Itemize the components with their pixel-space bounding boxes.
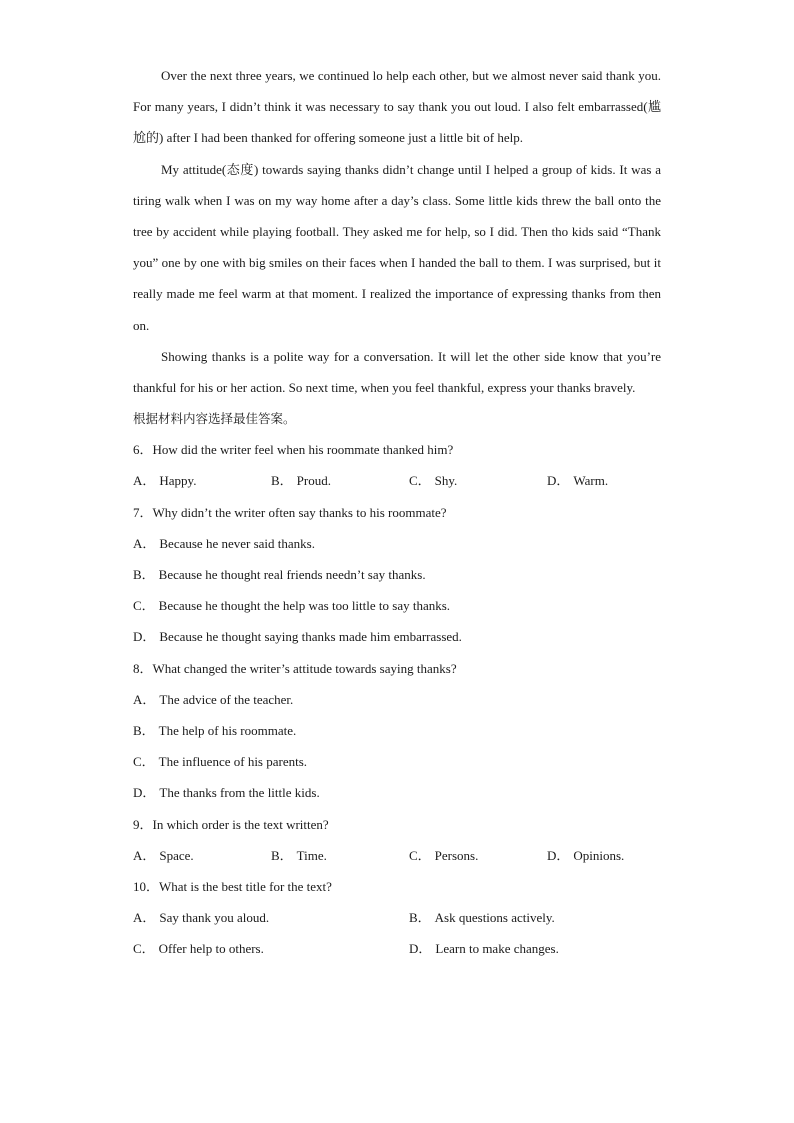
option-letter: A． [133, 847, 156, 863]
option-text: Warm. [573, 473, 609, 489]
option-letter: A． [133, 473, 156, 489]
question-stem: 9．In which order is the text written? [133, 816, 329, 832]
option-d [547, 465, 685, 496]
option-b [409, 902, 685, 933]
question-10 [133, 871, 661, 965]
option-text: Time. [296, 847, 327, 863]
option-a [133, 840, 271, 871]
instruction: 根据材料内容选择最佳答案。 [133, 411, 296, 427]
passage-paragraph-2: My attitude(态度) towards saying thanks didn’t change until I helped a group of kids. It was a tiring walk when I was on my way home after a day’s class. Some little kids threw the ball onto the tree by accident while playing football. They asked me for help, so I did. Then tho kids said “Thank you” one by one with big smiles on their faces when I handed the ball to them. I was surprised, but it really made me feel warm at that moment. I realized the importance of expressing thanks from then on. [133, 161, 661, 333]
option-letter: D． [133, 785, 156, 801]
option-letter: C． [133, 598, 155, 614]
option-text: The advice of the teacher. [159, 691, 294, 707]
passage-paragraph-1: Over the next three years, we continued lo help each other, but we almost never said thank you. For many years, I didn’t think it was necessary to say thank you out loud. I also felt embarrassed(尴尬的) after I had been thanked for offering someone just a little bit of help. [133, 68, 661, 146]
option-a [133, 528, 661, 559]
option-text: Because he thought saying thanks made him embarrassed. [159, 629, 462, 645]
option-c [409, 840, 547, 871]
question-8 [133, 653, 661, 809]
option-text: Shy. [434, 473, 458, 489]
option-letter: B． [271, 847, 293, 863]
option-a [133, 902, 409, 933]
option-letter: A． [133, 910, 156, 926]
option-text: The help of his roommate. [158, 723, 297, 739]
option-a [133, 465, 271, 496]
option-text: Say thank you aloud. [159, 910, 270, 926]
option-letter: C． [409, 473, 431, 489]
option-letter: C． [133, 754, 155, 770]
option-letter: A． [133, 691, 156, 707]
option-letter: C． [133, 941, 155, 957]
option-text: Proud. [296, 473, 331, 489]
option-text: Because he never said thanks. [159, 535, 315, 551]
option-text: Ask questions actively. [434, 910, 555, 926]
question-9 [133, 809, 661, 871]
option-b [271, 465, 409, 496]
option-d [547, 840, 685, 871]
question-6 [133, 434, 661, 496]
options [133, 840, 661, 871]
passage-paragraph-3: Showing thanks is a polite way for a conversation. It will let the other side know that you’re thankful for his or her action. So next time, when you feel thankful, express your thanks bravely. [133, 348, 661, 396]
option-letter: C． [409, 847, 431, 863]
option-d [133, 777, 661, 808]
question-stem: 10．What is the best title for the text? [133, 879, 332, 895]
question-7 [133, 497, 661, 653]
option-c [409, 465, 547, 496]
option-b [133, 715, 661, 746]
option-letter: B． [409, 910, 431, 926]
option-text: Persons. [434, 847, 479, 863]
options-row-1 [133, 902, 661, 933]
option-c [133, 933, 409, 964]
option-text: Happy. [159, 473, 197, 489]
options [133, 465, 661, 496]
option-text: Because he thought real friends needn’t say thanks. [158, 567, 426, 583]
question-stem: 6．How did the writer feel when his roommate thanked him? [133, 442, 454, 458]
option-d [133, 621, 661, 652]
option-letter: D． [547, 473, 570, 489]
option-text: The influence of his parents. [158, 754, 308, 770]
option-d [409, 933, 685, 964]
option-letter: A． [133, 535, 156, 551]
option-letter: D． [133, 629, 156, 645]
option-c [133, 590, 661, 621]
option-a [133, 684, 661, 715]
document-page [133, 60, 661, 965]
option-text: Opinions. [573, 847, 625, 863]
question-stem: 7．Why didn’t the writer often say thanks to his roommate? [133, 504, 447, 520]
option-letter: B． [133, 567, 155, 583]
option-letter: D． [409, 941, 432, 957]
option-c [133, 746, 661, 777]
option-text: Because he thought the help was too little to say thanks. [158, 598, 451, 614]
option-text: Offer help to others. [158, 941, 264, 957]
options-row-2 [133, 933, 661, 964]
option-text: Space. [159, 847, 194, 863]
option-text: Learn to make changes. [435, 941, 559, 957]
option-b [271, 840, 409, 871]
option-letter: B． [133, 723, 155, 739]
option-b [133, 559, 661, 590]
option-letter: D． [547, 847, 570, 863]
question-stem: 8．What changed the writer’s attitude towards saying thanks? [133, 660, 457, 676]
option-text: The thanks from the little kids. [159, 785, 320, 801]
option-letter: B． [271, 473, 293, 489]
